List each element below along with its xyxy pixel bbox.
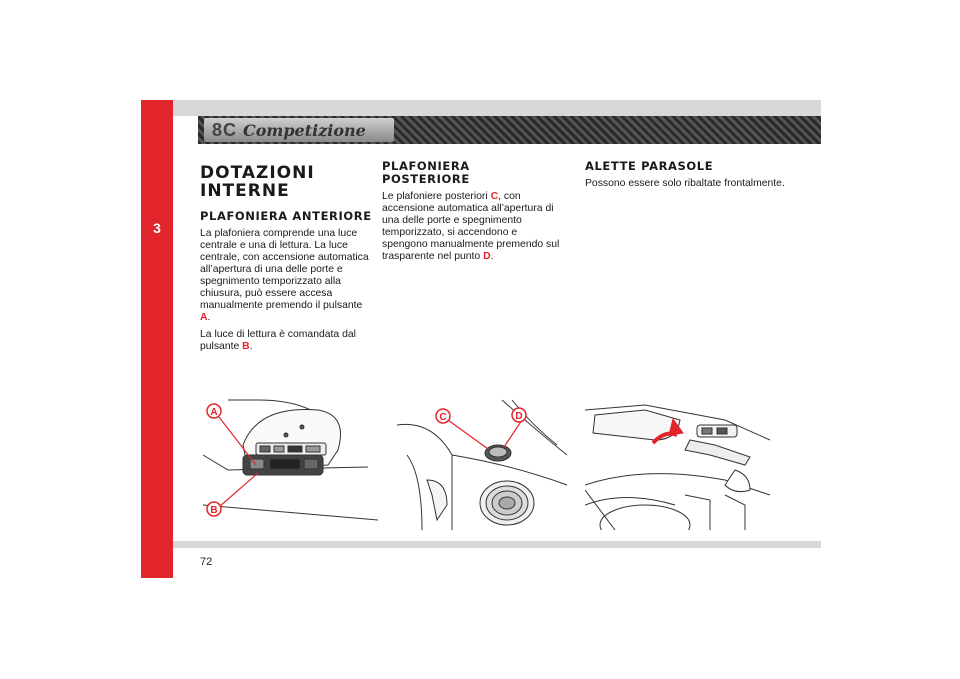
column-front-light bbox=[200, 160, 375, 358]
front-light-para2: La luce di lettura è comandata dal pulsante B. bbox=[200, 329, 356, 352]
front-light-para1: La plafoniera comprende una luce centrale e una di lettura. La luce centrale, con accensione automatica all’apertura di una delle porte e spegnimento temporizzato alla chiusura, può essere accesa manualmente premendo il pulsante A. bbox=[200, 228, 369, 323]
ref-b: B bbox=[242, 341, 250, 352]
logo-script: Competizione bbox=[243, 120, 366, 140]
rear-light-para: Le plafoniere posteriori C, con accensione automatica all’apertura di una delle porte e spegnimento temporizzato, si accendono e spengono manualmente premendo sul trasparente nel punto D. bbox=[382, 191, 560, 262]
brand-logo bbox=[204, 118, 394, 142]
label-c: C bbox=[439, 412, 447, 423]
section-title: DOTAZIONI INTERNE bbox=[200, 163, 315, 201]
top-strip bbox=[173, 100, 821, 116]
figure-sun-visors bbox=[585, 395, 770, 530]
front-light-heading: PLAFONIERA ANTERIORE bbox=[200, 209, 372, 223]
column-rear-light bbox=[382, 160, 562, 268]
bottom-strip bbox=[173, 541, 821, 548]
ref-c: C bbox=[490, 191, 499, 202]
logo-mark: 8C bbox=[212, 119, 238, 140]
ref-d: D bbox=[483, 251, 491, 262]
chapter-number: 3 bbox=[153, 220, 161, 236]
sun-visors-para: Possono essere solo ribaltate frontalmente. bbox=[585, 178, 785, 189]
rear-light-heading: PLAFONIERA POSTERIORE bbox=[382, 159, 470, 186]
ref-a: A bbox=[200, 312, 208, 323]
column-sun-visors bbox=[585, 160, 815, 195]
label-a: A bbox=[210, 407, 218, 418]
header-banner bbox=[198, 116, 821, 144]
figure-front-light bbox=[198, 395, 378, 530]
chapter-tab bbox=[141, 100, 173, 578]
page-number: 72 bbox=[200, 556, 213, 568]
sun-visors-heading: ALETTE PARASOLE bbox=[585, 159, 714, 173]
label-d: D bbox=[515, 411, 523, 422]
figure-rear-light bbox=[392, 395, 572, 530]
label-b: B bbox=[210, 505, 218, 516]
